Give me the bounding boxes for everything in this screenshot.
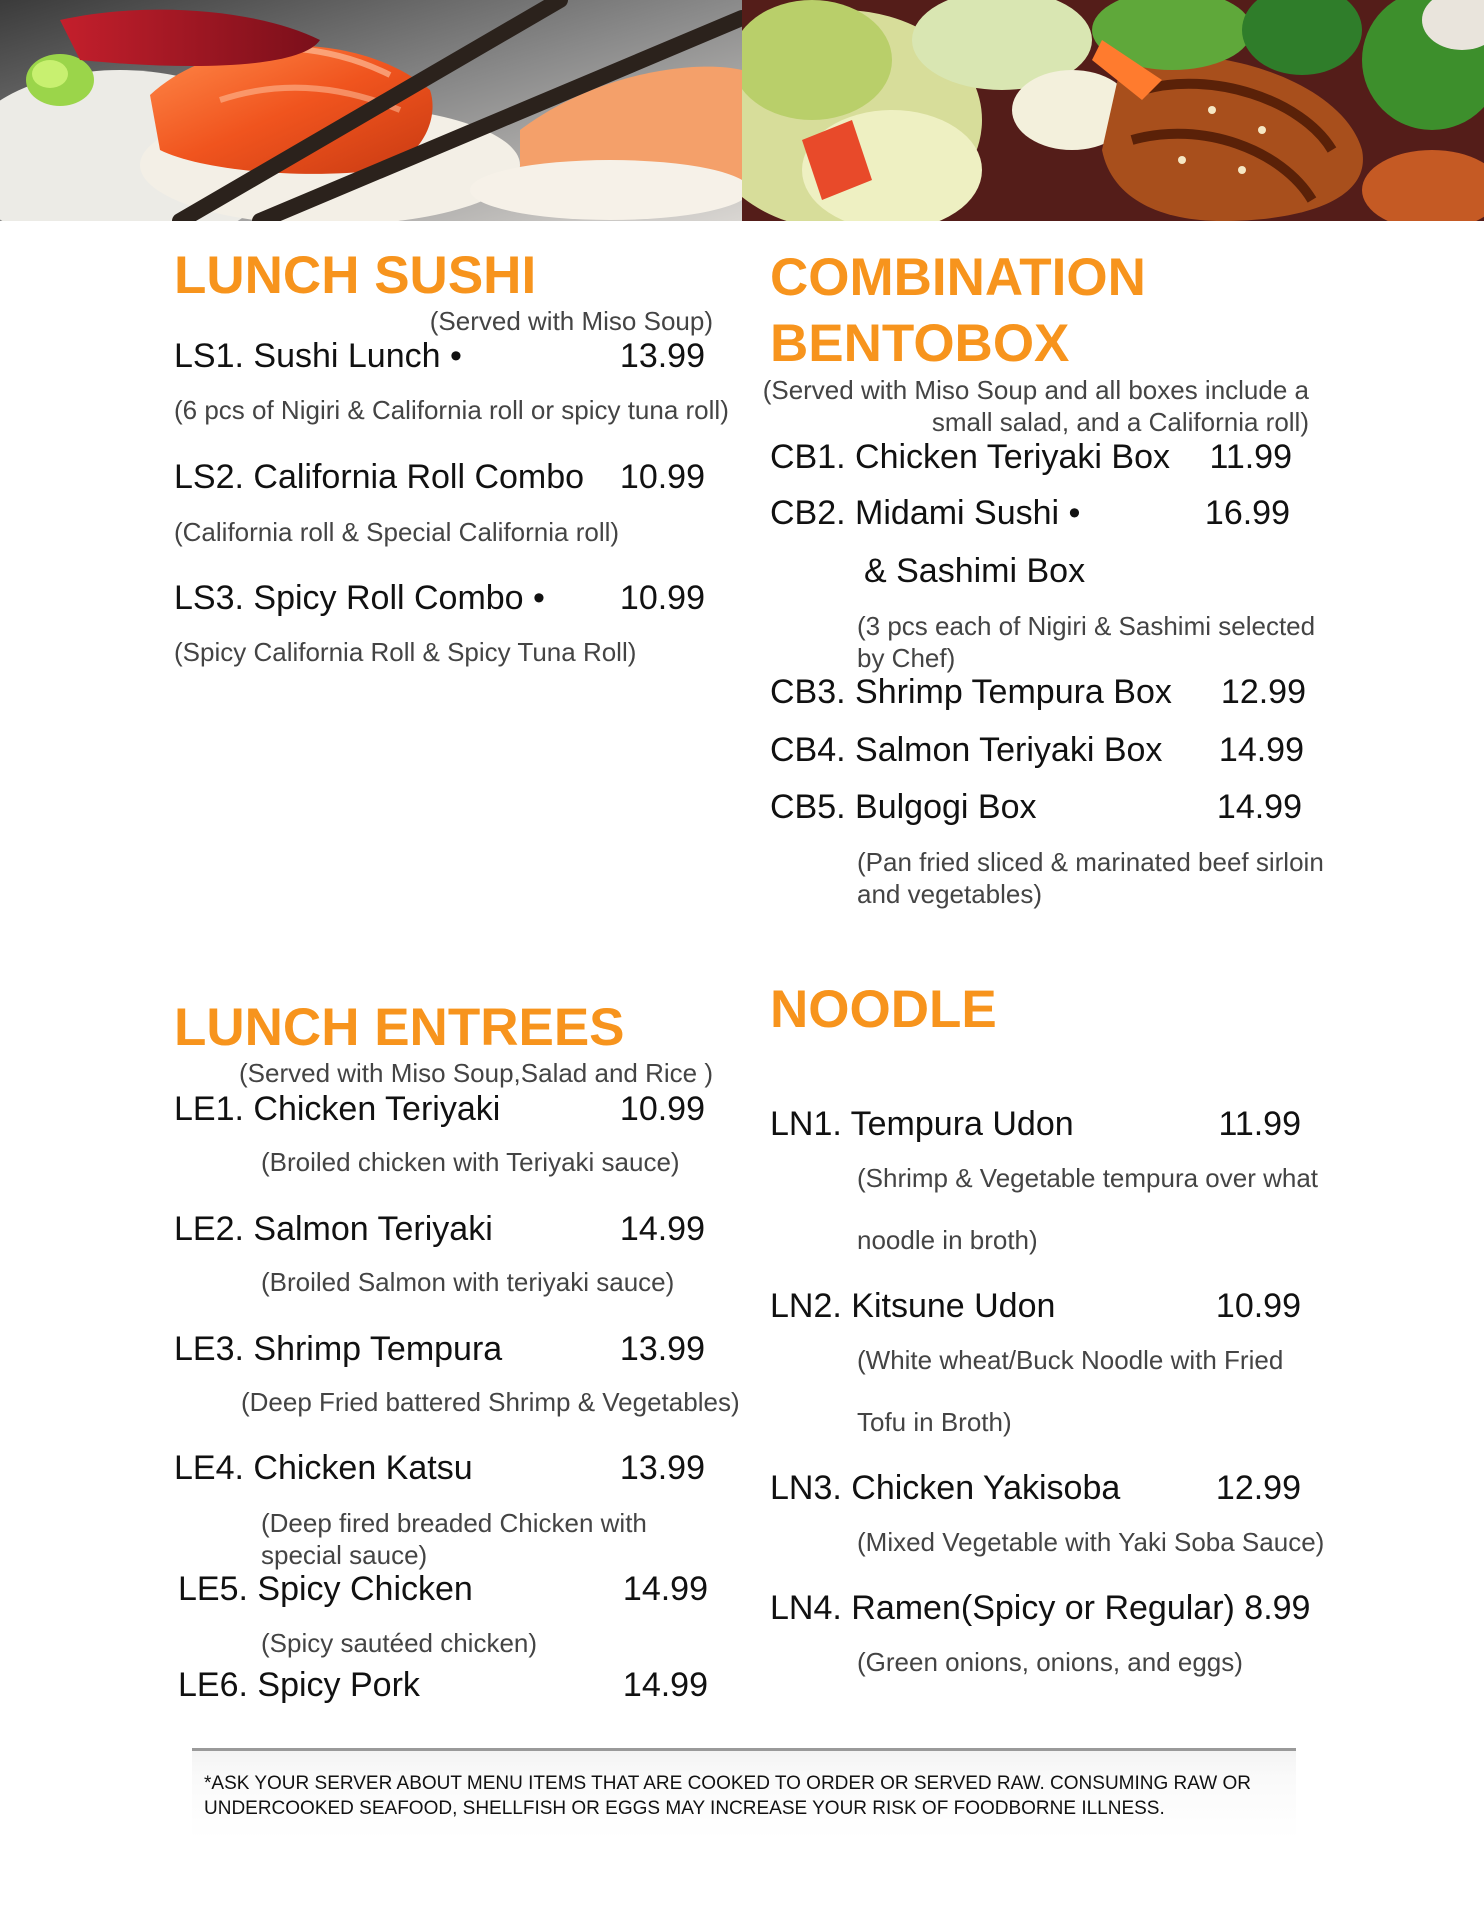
- menu-item-price: 14.99: [622, 1570, 708, 1608]
- menu-item-price: 12.99: [1215, 1469, 1301, 1507]
- menu-item-description: (Deep Fried battered Shrimp & Vegetables): [241, 1387, 740, 1417]
- menu-item-name: LE5. Spicy Chicken: [178, 1570, 473, 1608]
- menu-item-price: 11.99: [1209, 438, 1292, 476]
- menu-item-description: (Mixed Vegetable with Yaki Soba Sauce): [857, 1527, 1325, 1557]
- menu-item-name: LE4. Chicken Katsu: [174, 1449, 473, 1487]
- menu-item-price: 14.99: [622, 1666, 708, 1704]
- disclaimer-text: *ASK YOUR SERVER ABOUT MENU ITEMS THAT ARE COOKED TO ORDER OR SERVED RAW. CONSUMING RAW OR UNDERCOOKED SEAFOOD, SHELLFISH OR EGGS MAY INCREASE YOUR RISK OF FOODBORNE ILLNESS.: [204, 1773, 1251, 1819]
- bentobox-heading-line2: BENTOBOX: [770, 314, 1070, 373]
- menu-item-price: 10.99: [619, 1090, 705, 1128]
- menu-item-description: (Pan fried sliced & marinated beef sirloin: [857, 847, 1324, 877]
- menu-item-name: LE2. Salmon Teriyaki: [174, 1210, 493, 1248]
- menu-item-name: LN1. Tempura Udon: [770, 1105, 1074, 1143]
- menu-item-price: 14.99: [1216, 788, 1302, 826]
- menu-item-description: (3 pcs each of Nigiri & Sashimi selected: [857, 611, 1316, 641]
- menu-item-price: 11.99: [1218, 1105, 1301, 1143]
- menu-item-description: (Shrimp & Vegetable tempura over what: [857, 1163, 1319, 1193]
- menu-item-description: (Green onions, onions, and eggs): [857, 1647, 1243, 1677]
- menu-item-description: (White wheat/Buck Noodle with Fried: [857, 1345, 1284, 1375]
- noodle-heading: NOODLE: [770, 980, 997, 1039]
- menu-item-price: 10.99: [619, 458, 705, 496]
- menu-item-price: 13.99: [619, 337, 705, 375]
- menu-item-description: special sauce): [261, 1540, 428, 1570]
- bentobox-note-line2: small salad, and a California roll): [931, 407, 1309, 437]
- bento-photo: [742, 0, 1484, 221]
- menu-item-description: (Spicy sautéed chicken): [261, 1628, 538, 1658]
- menu-item-name: LS1. Sushi Lunch •: [174, 337, 462, 375]
- menu-item-name: CB5. Bulgogi Box: [770, 788, 1037, 826]
- menu-item-description: Tofu in Broth): [857, 1407, 1012, 1437]
- lunch-sushi-heading: LUNCH SUSHI: [174, 246, 537, 305]
- menu-item-name: CB4. Salmon Teriyaki Box: [770, 731, 1163, 769]
- menu-item-price: 14.99: [1218, 731, 1304, 769]
- menu-item-description: (California roll & Special California roll): [174, 517, 620, 547]
- lunch-sushi-note: (Served with Miso Soup): [429, 306, 713, 336]
- disclaimer-box: [192, 1748, 1296, 1839]
- menu-item-name: CB1. Chicken Teriyaki Box: [770, 438, 1170, 476]
- menu-item-description: noodle in broth): [857, 1225, 1038, 1255]
- bentobox-note-line1: (Served with Miso Soup and all boxes include a: [762, 375, 1309, 405]
- menu-item-description: (6 pcs of Nigiri & California roll or spicy tuna roll): [174, 395, 729, 425]
- menu-item-name: LN2. Kitsune Udon: [770, 1287, 1056, 1325]
- menu-item-description: and vegetables): [857, 879, 1043, 909]
- bentobox-heading-line1: COMBINATION: [770, 248, 1146, 307]
- lunch-entrees-heading: LUNCH ENTREES: [174, 998, 625, 1057]
- lunch-entrees-note: (Served with Miso Soup,Salad and Rice ): [238, 1058, 713, 1088]
- menu-item-name: CB3. Shrimp Tempura Box: [770, 673, 1172, 711]
- menu-item-description: (Deep fired breaded Chicken with: [261, 1508, 647, 1538]
- menu-item-name: LS3. Spicy Roll Combo •: [174, 579, 545, 617]
- menu-item-description: (Broiled chicken with Teriyaki sauce): [261, 1147, 680, 1177]
- menu-item-price: 14.99: [619, 1210, 705, 1248]
- menu-item-description: (Broiled Salmon with teriyaki sauce): [261, 1267, 675, 1297]
- menu-item-name: LN3. Chicken Yakisoba: [770, 1469, 1121, 1507]
- menu-item-name: LN4. Ramen(Spicy or Regular) 8.99: [770, 1589, 1311, 1627]
- sushi-photo: [0, 0, 742, 221]
- menu-item-description: by Chef): [857, 643, 956, 673]
- menu-item-name: LS2. California Roll Combo: [174, 458, 585, 496]
- menu-item-name-continued: & Sashimi Box: [864, 552, 1086, 590]
- menu-item-name: LE6. Spicy Pork: [178, 1666, 420, 1704]
- menu-item-price: 16.99: [1204, 494, 1290, 532]
- hero-banner: [0, 0, 1484, 221]
- menu-item-price: 13.99: [619, 1330, 705, 1368]
- menu-item-name: LE1. Chicken Teriyaki: [174, 1090, 501, 1128]
- menu-item-price: 13.99: [619, 1449, 705, 1487]
- menu-item-name: CB2. Midami Sushi •: [770, 494, 1081, 532]
- menu-item-price: 12.99: [1220, 673, 1306, 711]
- menu-item-price: 10.99: [1215, 1287, 1301, 1325]
- menu-item-name: LE3. Shrimp Tempura: [174, 1330, 503, 1368]
- menu-item-price: 10.99: [619, 579, 705, 617]
- menu-item-description: (Spicy California Roll & Spicy Tuna Roll): [174, 637, 637, 667]
